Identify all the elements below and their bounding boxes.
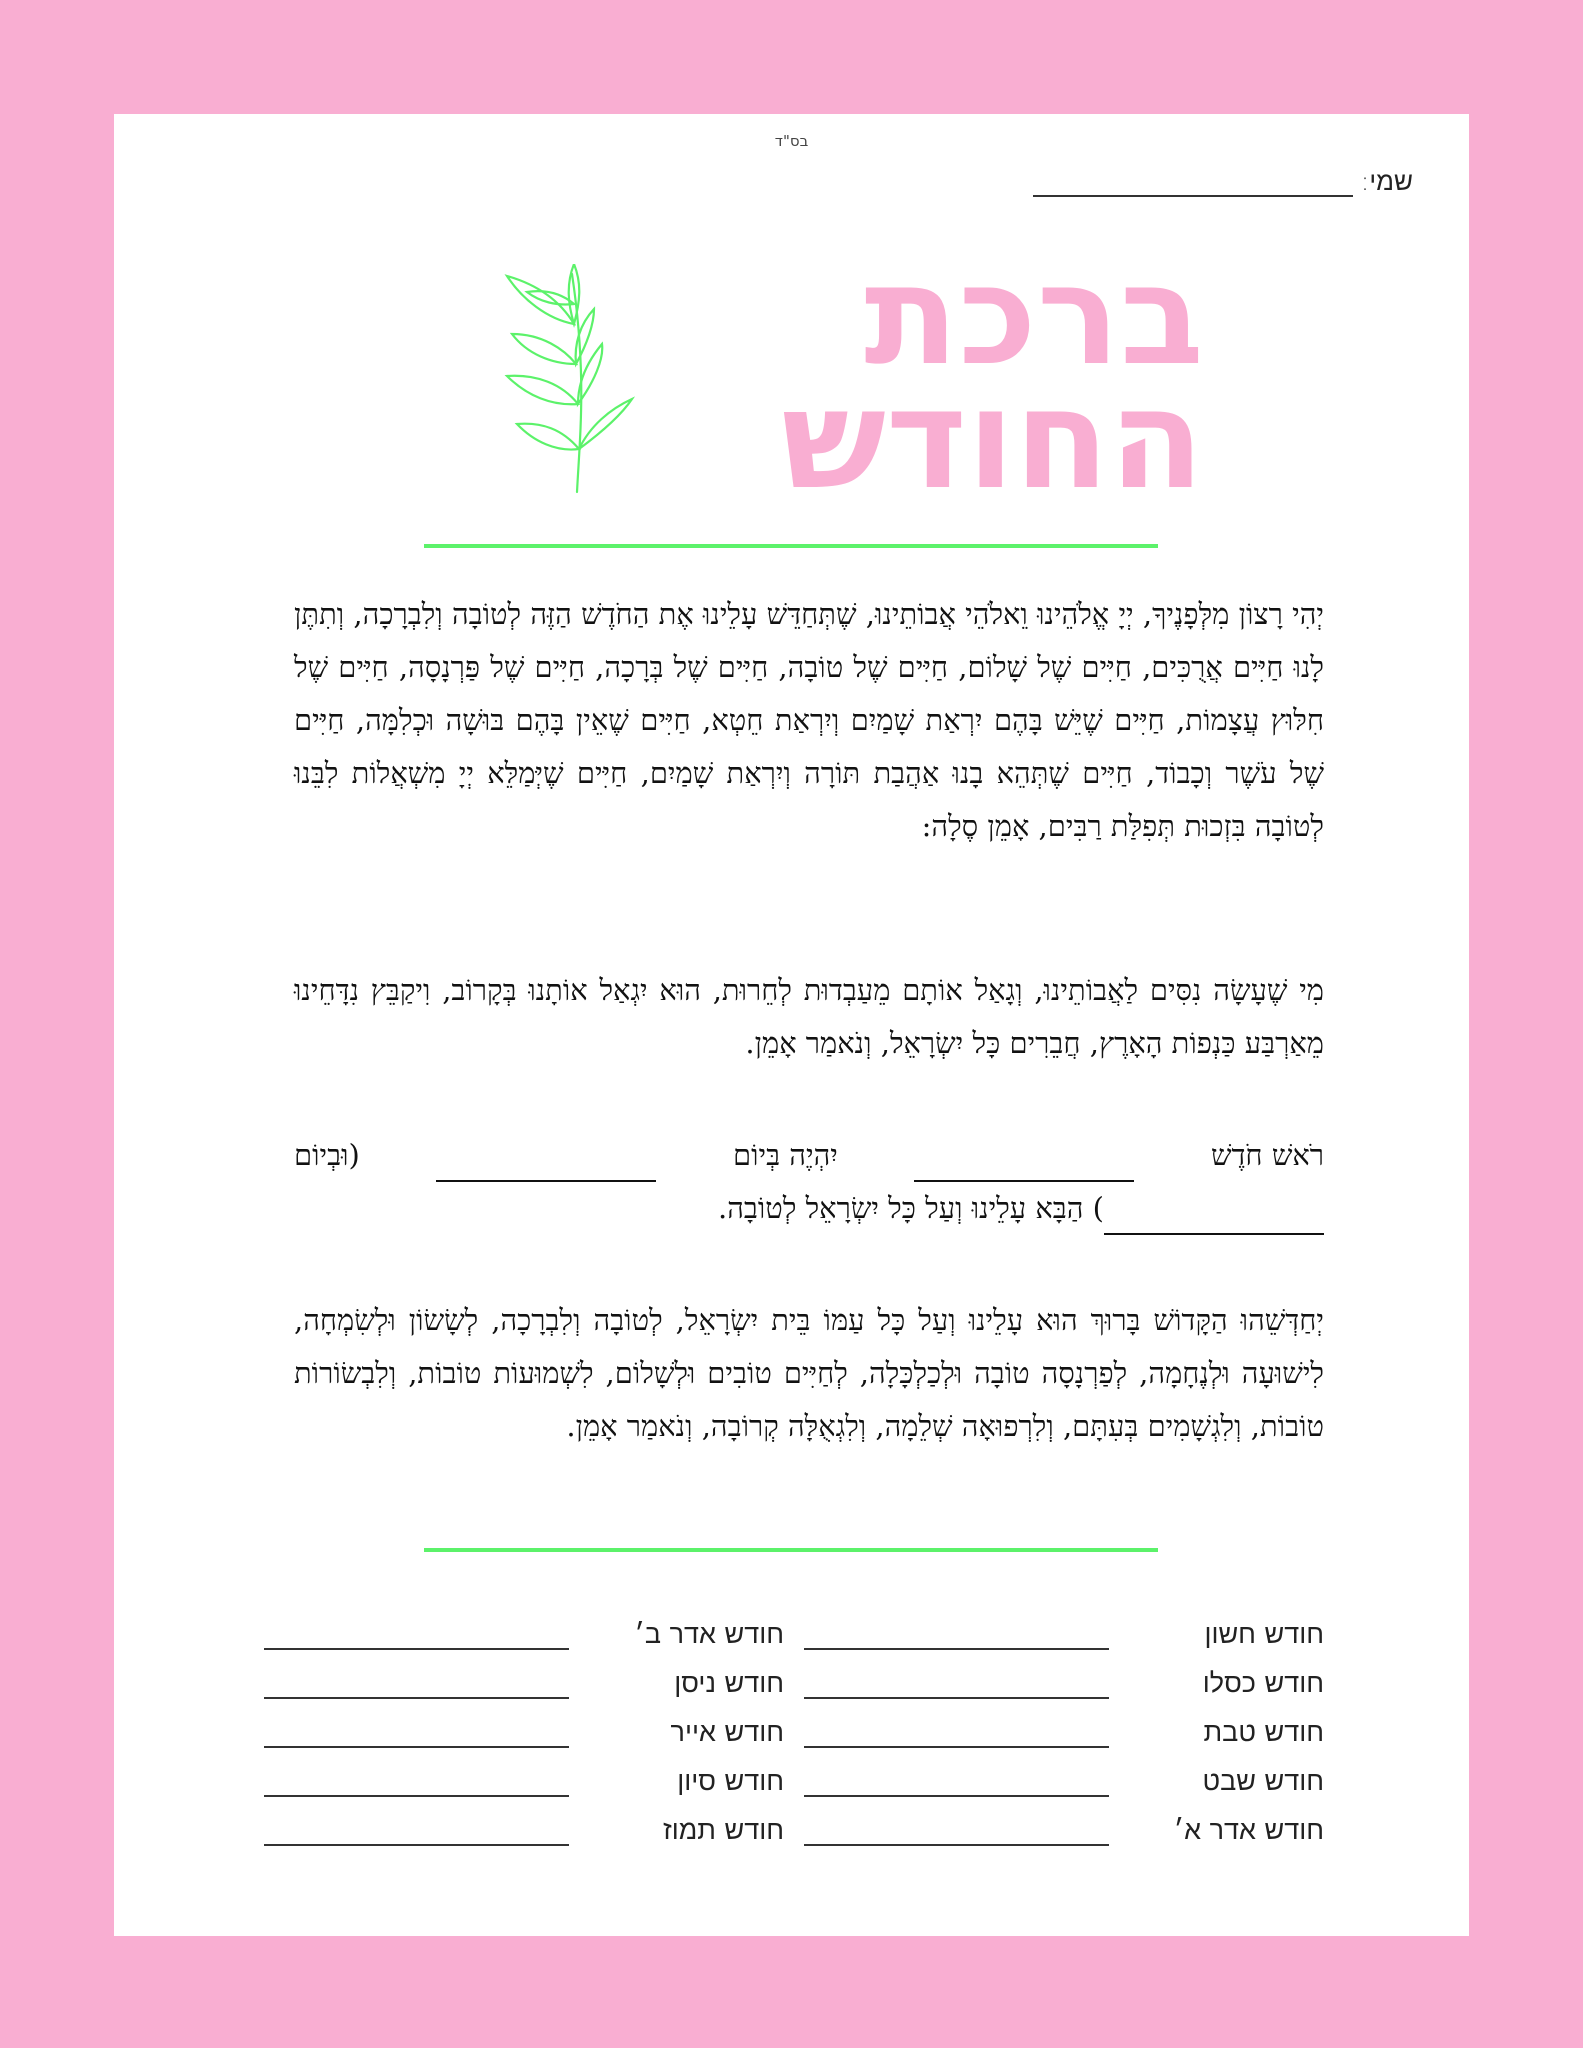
month-row (804, 1761, 1324, 1797)
month-row (264, 1712, 784, 1748)
month-date-blank[interactable] (804, 1667, 1109, 1699)
rosh-chodesh-text-3: (וּבְיוֹם (294, 1138, 360, 1172)
month-label: חודש כסלו (1202, 1668, 1324, 1699)
month-label: חודש אדר א׳ (1173, 1815, 1324, 1846)
month-label: חודש חשון (1204, 1619, 1324, 1650)
month-date-blank[interactable] (264, 1667, 569, 1699)
day-blank-1[interactable] (436, 1144, 656, 1182)
month-row (804, 1663, 1324, 1699)
month-date-blank[interactable] (804, 1716, 1109, 1748)
month-label: חודש ניסן (674, 1668, 784, 1699)
month-label: חודש סיון (677, 1766, 784, 1797)
month-label: חודש שבט (1202, 1766, 1324, 1797)
months-table (264, 1614, 1324, 1846)
day-blank-2[interactable] (1104, 1197, 1324, 1235)
month-row (804, 1810, 1324, 1846)
name-input-line[interactable] (1033, 167, 1353, 197)
month-row (264, 1810, 784, 1846)
worksheet-page (114, 114, 1469, 1936)
month-label: חודש טבת (1203, 1717, 1324, 1748)
name-field-row (1033, 166, 1413, 197)
rosh-chodesh-text-2: יִהְיֶה בְּיוֹם (732, 1138, 838, 1172)
bsd-header: בס"ד (774, 132, 809, 150)
name-label: שמי: (1360, 167, 1413, 197)
month-date-blank[interactable] (804, 1765, 1109, 1797)
leaf-branch-icon (502, 264, 652, 494)
month-date-blank[interactable] (804, 1618, 1109, 1650)
rosh-chodesh-text-4: ) הַבָּא עָלֵינוּ וְעַל כָּל יִשְׂרָאֵל לְטוֹבָה. (718, 1191, 1104, 1225)
months-column-left (264, 1614, 784, 1846)
title-line-1: ברכת (864, 235, 1204, 396)
rosh-chodesh-announcement (294, 1129, 1324, 1235)
month-row (264, 1761, 784, 1797)
month-row (804, 1614, 1324, 1650)
prayer-paragraph-1: יְהִי רָצוֹן מִלְּפָנֶיךָ, יְיָ אֱלֹהֵינוּ וֵאלֹהֵי אֲבוֹתֵינוּ, שֶׁתְּחַדֵּשׁ עָלֵינוּ אֶת הַחֹדֶשׁ הַזֶּה לְטוֹבָה וְלִבְרָכָה, וְתִתֶּן לָנוּ חַיִּים אֲרֻכִּים, חַיִּים שֶׁל שָׁלוֹם, חַיִּים שֶׁל טוֹבָה, חַיִּים שֶׁל בְּרָכָה, חַיִּים שֶׁל פַּרְנָסָה, חַיִּים שֶׁל חִלּוּץ עֲצָמוֹת, חַיִּים שֶׁיֵּשׁ בָּהֶם יִרְאַת שָׁמַיִם וְיִרְאַת חֵטְא, חַיִּים שֶׁאֵין בָּהֶם בּוּשָׁה וּכְלִמָּה, חַיִּים שֶׁל עֹשֶׁר וְכָבוֹד, חַיִּים שֶׁתְּהֵא בָנוּ אַהֲבַת תּוֹרָה וְיִרְאַת שָׁמַיִם, חַיִּים שֶׁיְּמַלֵּא יְיָ מִשְׁאֲלוֹת לִבֵּנוּ לְטוֹבָה בִּזְכוּת תְּפִלַּת רַבִּים, אָמֵן סֶלָה: (294, 597, 1324, 843)
month-date-blank[interactable] (264, 1814, 569, 1846)
month-row (804, 1712, 1324, 1748)
month-row (264, 1663, 784, 1699)
months-column-right (804, 1614, 1324, 1846)
month-label: חודש תמוז (663, 1815, 784, 1846)
month-date-blank[interactable] (264, 1716, 569, 1748)
month-name-blank[interactable] (914, 1144, 1134, 1182)
title-line-2: החודש (781, 359, 1204, 520)
month-date-blank[interactable] (264, 1765, 569, 1797)
prayer-paragraph-3: יְחַדְּשֵׁהוּ הַקָּדוֹשׁ בָּרוּךְ הוּא עָלֵינוּ וְעַל כָּל עַמּוֹ בֵּית יִשְׂרָאֵל, לְטוֹבָה וְלִבְרָכָה, לְשָׂשׂוֹן וּלְשִׂמְחָה, לִישׁוּעָה וּלְנֶחָמָה, לְפַרְנָסָה טוֹבָה וּלְכַלְכָּלָה, לְחַיִּים טוֹבִים וּלְשָׁלוֹם, לִשְׁמוּעוֹת טוֹבוֹת, וְלִבְשׂוֹרוֹת טוֹבוֹת, וְלִגְשָׁמִים בְּעִתָּם, וְלִרְפוּאָה שְׁלֵמָה, וְלִגְאֻלָּה קְרוֹבָה, וְנֹאמַר אָמֵן. (294, 1303, 1324, 1443)
divider-bottom (424, 1548, 1158, 1552)
month-row (264, 1614, 784, 1650)
month-label: חודש אדר ב׳ (634, 1619, 784, 1650)
month-date-blank[interactable] (264, 1618, 569, 1650)
prayer-paragraph-2: מִי שֶׁעָשָׂה נִסִּים לַאֲבוֹתֵינוּ, וְגָאַל אוֹתָם מֵעַבְדוּת לְחֵרוּת, הוּא יִגְאַל אוֹתָנוּ בְּקָרוֹב, וִיקַבֵּץ נִדָּחֵינוּ מֵאַרְבַּע כַּנְפוֹת הָאָרֶץ, חֲבֵרִים כָּל יִשְׂרָאֵל, וְנֹאמַר אָמֵן. (294, 973, 1324, 1060)
page-title (644, 235, 1204, 520)
month-date-blank[interactable] (804, 1814, 1109, 1846)
rosh-chodesh-text-1: רֹאשׁ חֹדֶשׁ (1210, 1138, 1324, 1172)
divider-top (424, 544, 1158, 548)
month-label: חודש אייר (670, 1717, 784, 1748)
